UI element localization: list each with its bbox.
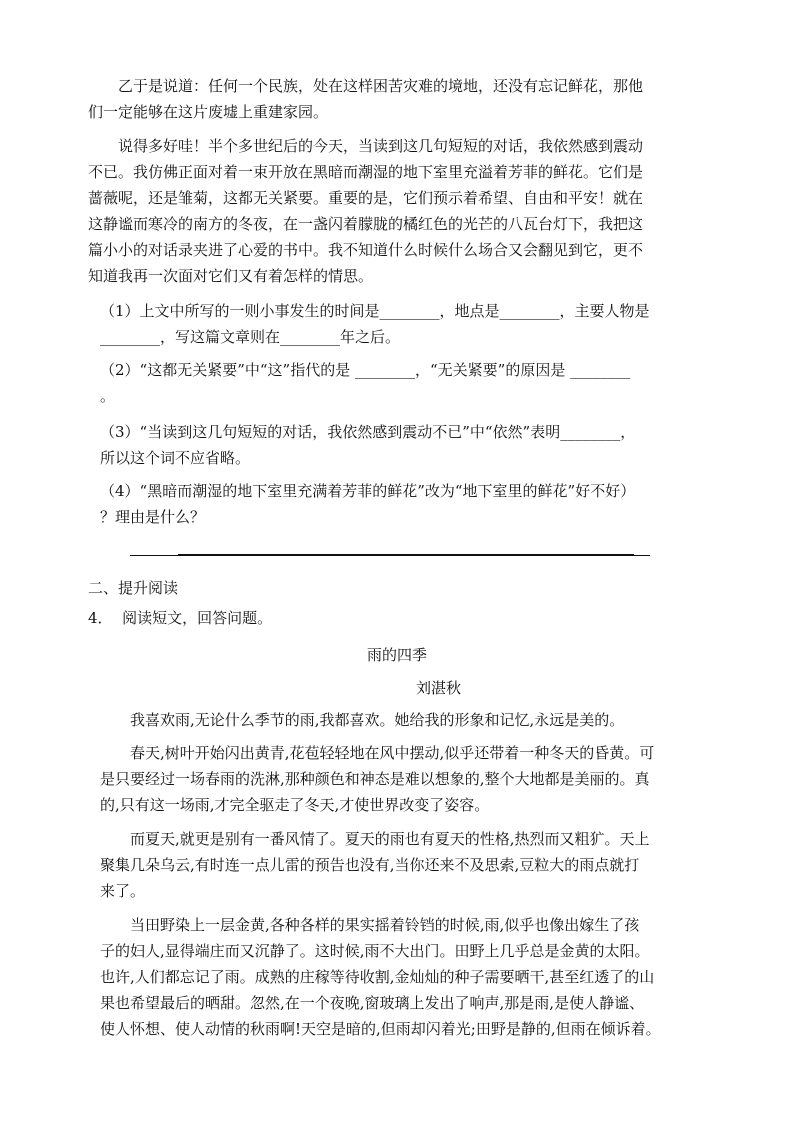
- passage1-para-a-line-1: 乙于是说道：任何一个民族，处在这样困苦灾难的境地，还没有忘记鲜花，那他: [118, 77, 644, 95]
- article-title: 雨的四季: [366, 646, 427, 664]
- question-4-line-2: ？理由是什么？: [100, 508, 206, 526]
- article-para-4-line-3: 也许,人们都忘记了雨。成熟的庄稼等待收割,金灿灿的种子需要晒干,甚至红透了的山: [100, 968, 655, 986]
- question-4-line-1: （4）“黑暗而潮湿的地下室里充满着芳菲的鲜花”改为“地下室里的鲜花”好不好）: [100, 482, 636, 500]
- article-para-3-line-1: 而夏天,就更是别有一番风情了。夏天的雨也有夏天的性格,热烈而又粗犷。天上: [130, 830, 650, 848]
- article-para-2-line-2: 是只要经过一场春雨的洗淋,那种颜色和神态是难以想象的,整个大地都是美丽的。真: [100, 770, 650, 788]
- question-3-line-1: （3）“当读到这几句短短的对话，我依然感到震动不已”中“依然”表明________，: [100, 423, 636, 441]
- passage1-para-b-line-5: 篇小小的对话录夹进了心爱的书中。我不知道什么时候什么场合又会翻见到它，更不: [88, 241, 644, 259]
- passage1-para-b-line-1: 说得多好哇！半个多世纪后的今天，当读到这几句短短的对话，我依然感到震动: [118, 137, 644, 155]
- article-author: 刘湛秋: [416, 679, 462, 697]
- question-2-line-2: 。: [100, 387, 116, 405]
- article-para-4-line-1: 当田野染上一层金黄,各种各样的果实摇着铃铛的时候,雨,似乎也像出嫁生了孩: [130, 916, 640, 934]
- passage1-para-a-line-2: 们一定能够在这片废墟上重建家园。: [88, 103, 329, 121]
- answer-line-bold: [178, 554, 634, 556]
- article-para-3-line-2: 聚集几朵乌云,有时连一点儿雷的预告也没有,当你还来不及思索,豆粒大的雨点就打: [100, 856, 640, 874]
- question-1-line-2: ________，写这篇文章则在________年之后。: [100, 328, 401, 346]
- article-para-2-line-1: 春天,树叶开始闪出黄青,花苞轻轻地在风中摆动,似乎还带着一种冬天的昏黄。可: [130, 744, 655, 762]
- question-2-line-1: （2）“这都无关紧要”中“这”指代的是 ________，“无关紧要”的原因是 ________: [100, 361, 631, 379]
- passage1-para-b-line-3: 蔷薇呢，还是雏菊，这都无关紧要。重要的是，它们预示着希望、自由和平安！就在: [88, 189, 644, 207]
- question-item-4: 4． 阅读短文，回答问题。: [88, 609, 273, 627]
- question-1-line-1: （1）上文中所写的一则小事发生的时间是________，地点是________，主要人物是: [100, 302, 650, 320]
- article-para-4-line-4: 果也希望最后的晒甜。忽然,在一个夜晚,窗玻璃上发出了响声,那是雨,是使人静谧、: [100, 994, 645, 1012]
- question-3-line-2: 所以这个词不应省略。: [100, 449, 251, 467]
- article-para-3-line-3: 来了。: [100, 882, 146, 900]
- article-para-4-line-5: 使人怀想、使人动情的秋雨啊!天空是暗的,但雨却闪着光;田野是静的,但雨在倾诉着。: [100, 1020, 661, 1038]
- article-para-1-line-1: 我喜欢雨,无论什么季节的雨,我都喜欢。她给我的形象和记忆,永远是美的。: [130, 711, 625, 729]
- article-para-2-line-3: 的,只有这一场雨,才完全驱走了冬天,才使世界改变了姿容。: [100, 796, 490, 814]
- passage1-para-b-line-6: 知道我再一次面对它们又有着怎样的情思。: [88, 267, 374, 285]
- passage1-para-b-line-4: 这静谧而寒冷的南方的冬夜，在一盏闪着朦胧的橘红色的光芒的八瓦台灯下，我把这: [88, 215, 644, 233]
- section-heading: 二、提升阅读: [88, 579, 179, 597]
- article-para-4-line-2: 子的妇人,显得端庄而又沉静了。这时候,雨不大出门。田野上几乎总是金黄的太阳。: [100, 942, 650, 960]
- passage1-para-b-line-2: 不已。我仿佛正面对着一束开放在黑暗而潮湿的地下室里充溢着芳菲的鲜花。它们是: [88, 163, 644, 181]
